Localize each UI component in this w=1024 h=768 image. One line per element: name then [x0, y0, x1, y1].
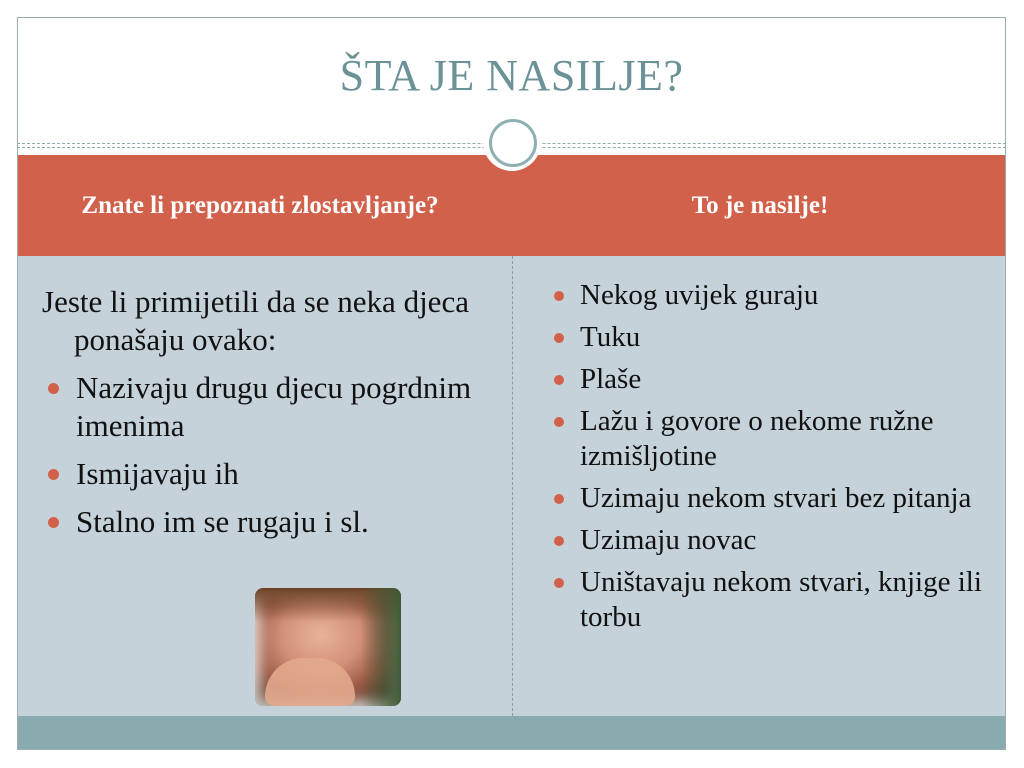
bullet-icon [554, 375, 564, 385]
left-column [42, 283, 482, 551]
bullet-icon [554, 291, 564, 301]
right-column [552, 278, 992, 642]
right-bullet-list [552, 278, 992, 635]
list-item [552, 481, 992, 516]
bullet-icon [48, 517, 59, 528]
list-item-text: Tuku [580, 321, 641, 353]
list-item [552, 523, 992, 558]
list-item [552, 362, 992, 397]
list-item [552, 278, 992, 313]
sad-child-photo [255, 588, 401, 706]
column-divider [512, 256, 513, 716]
left-bullet-list [42, 369, 482, 541]
left-intro-text: Jeste li primijetili da se neka djeca ponašaju ovako: [42, 284, 469, 357]
slide-title: ŠTA JE NASILJE? [339, 51, 684, 100]
list-item [42, 369, 482, 445]
bullet-icon [554, 417, 564, 427]
list-item [552, 565, 992, 635]
list-item-text: Ismijavaju ih [76, 456, 239, 491]
bullet-icon [554, 494, 564, 504]
bullet-icon [48, 469, 59, 480]
list-item-text: Uzimaju novac [580, 524, 757, 556]
bullet-icon [48, 383, 59, 394]
right-column-header: To je nasilje! [691, 191, 829, 219]
list-item-text: Plaše [580, 363, 642, 395]
bullet-icon [554, 578, 564, 588]
list-item-text: Uništavaju nekom stvari, knjige ili torbu [580, 566, 982, 633]
circle-icon [489, 119, 537, 167]
left-column-header: Znate li prepoznati zlostavljanje? [81, 191, 439, 219]
list-item-text: Stalno im se rugaju i sl. [76, 504, 369, 539]
photo-background [361, 588, 401, 706]
list-item-text: Nekog uvijek guraju [580, 279, 819, 311]
list-item-text: Nazivaju drugu djecu pogrdnim imenima [76, 370, 472, 443]
list-item [552, 320, 992, 355]
photo-hand [265, 658, 355, 706]
list-item-text: Lažu i govore o nekome ružne izmišljotine [580, 405, 934, 472]
footer-band [18, 716, 1005, 749]
list-item [42, 455, 482, 493]
list-item [552, 404, 992, 474]
bullet-icon [554, 333, 564, 343]
list-item [42, 503, 482, 541]
list-item-text: Uzimaju nekom stvari bez pitanja [580, 482, 972, 514]
bullet-icon [554, 536, 564, 546]
